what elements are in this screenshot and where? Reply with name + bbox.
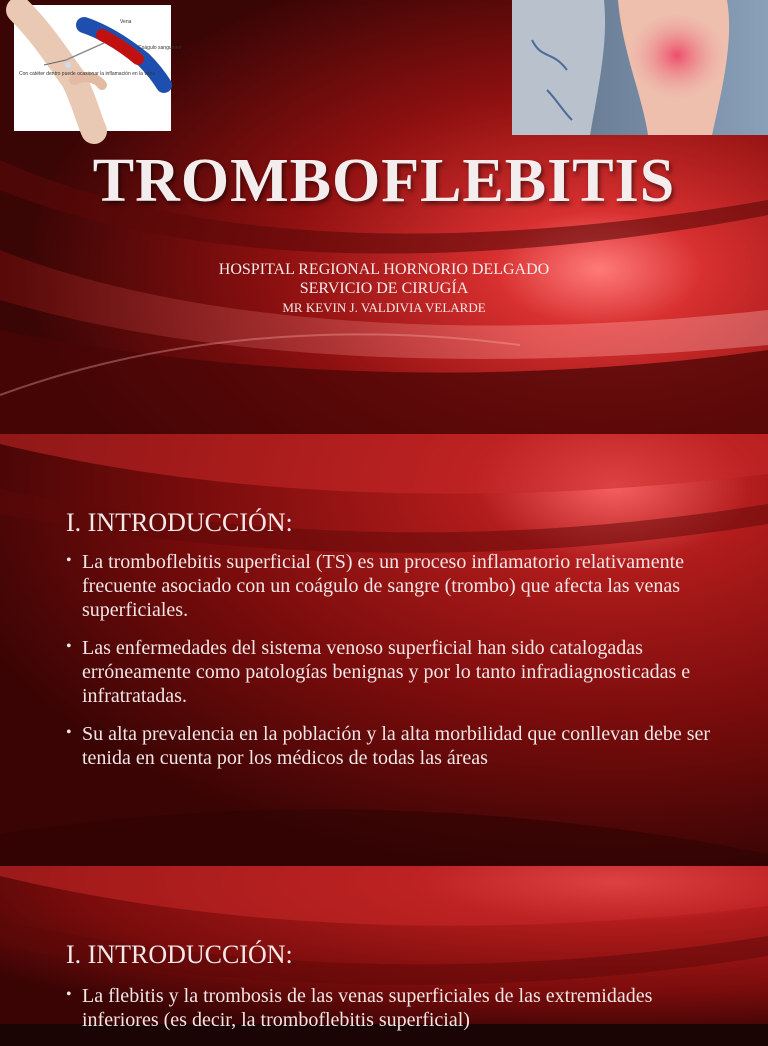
bullet-text: Las enfermedades del sistema venoso superficial han sido catalogadas erróneamente como patologías benignas y por lo tanto infradiagnosticadas e infratratadas. bbox=[82, 637, 691, 707]
section-heading: I. INTRODUCCIÓN: bbox=[66, 508, 293, 537]
section-heading: I. INTRODUCCIÓN: bbox=[66, 940, 293, 969]
list-item bbox=[66, 550, 716, 622]
intro-slide-2 bbox=[0, 866, 768, 1031]
intro-slide bbox=[0, 434, 768, 866]
title-slide bbox=[0, 0, 768, 434]
bullet-dot: • bbox=[66, 552, 72, 569]
bullet-text: La tromboflebitis superficial (TS) es un proceso inflamatorio relativamente frecuente asociado con un coágulo de sangre (trombo) que afecta las venas superficiales. bbox=[82, 551, 685, 621]
list-item bbox=[66, 722, 716, 770]
hospital-name: HOSPITAL REGIONAL HORNORIO DELGADO bbox=[218, 261, 550, 278]
bullet-dot: • bbox=[66, 638, 72, 655]
bullet-list bbox=[66, 550, 716, 784]
vein-catheter-illustration bbox=[14, 5, 182, 131]
bullet-dot: • bbox=[66, 986, 72, 1003]
bullet-text: La flebitis y la trombosis de las venas superficiales de las extremidades inferiores (es decir, la tromboflebitis superficial) bbox=[82, 985, 653, 1031]
illustration-label-catheter: Con catéter dentro puede ocasionar la inflamación en la vena bbox=[19, 71, 156, 77]
bullet-list bbox=[66, 984, 716, 1046]
illustration-label-vein: Vena bbox=[120, 19, 132, 25]
list-item bbox=[66, 984, 716, 1032]
list-item bbox=[66, 636, 716, 708]
bullet-text: Su alta prevalencia en la población y la alta morbilidad que conllevan debe ser tenida en cuenta por los médicos de todas las áreas bbox=[82, 723, 711, 769]
illustration-label-clot: Coágulo sanguíneo bbox=[138, 45, 182, 51]
bullet-dot: • bbox=[66, 724, 72, 741]
leg-photo bbox=[512, 0, 768, 135]
slide-title: TROMBOFLEBITIS bbox=[92, 147, 676, 215]
service-name: SERVICIO DE CIRUGÍA bbox=[299, 280, 469, 297]
author-name: MR KEVIN J. VALDIVIA VELARDE bbox=[282, 300, 486, 315]
